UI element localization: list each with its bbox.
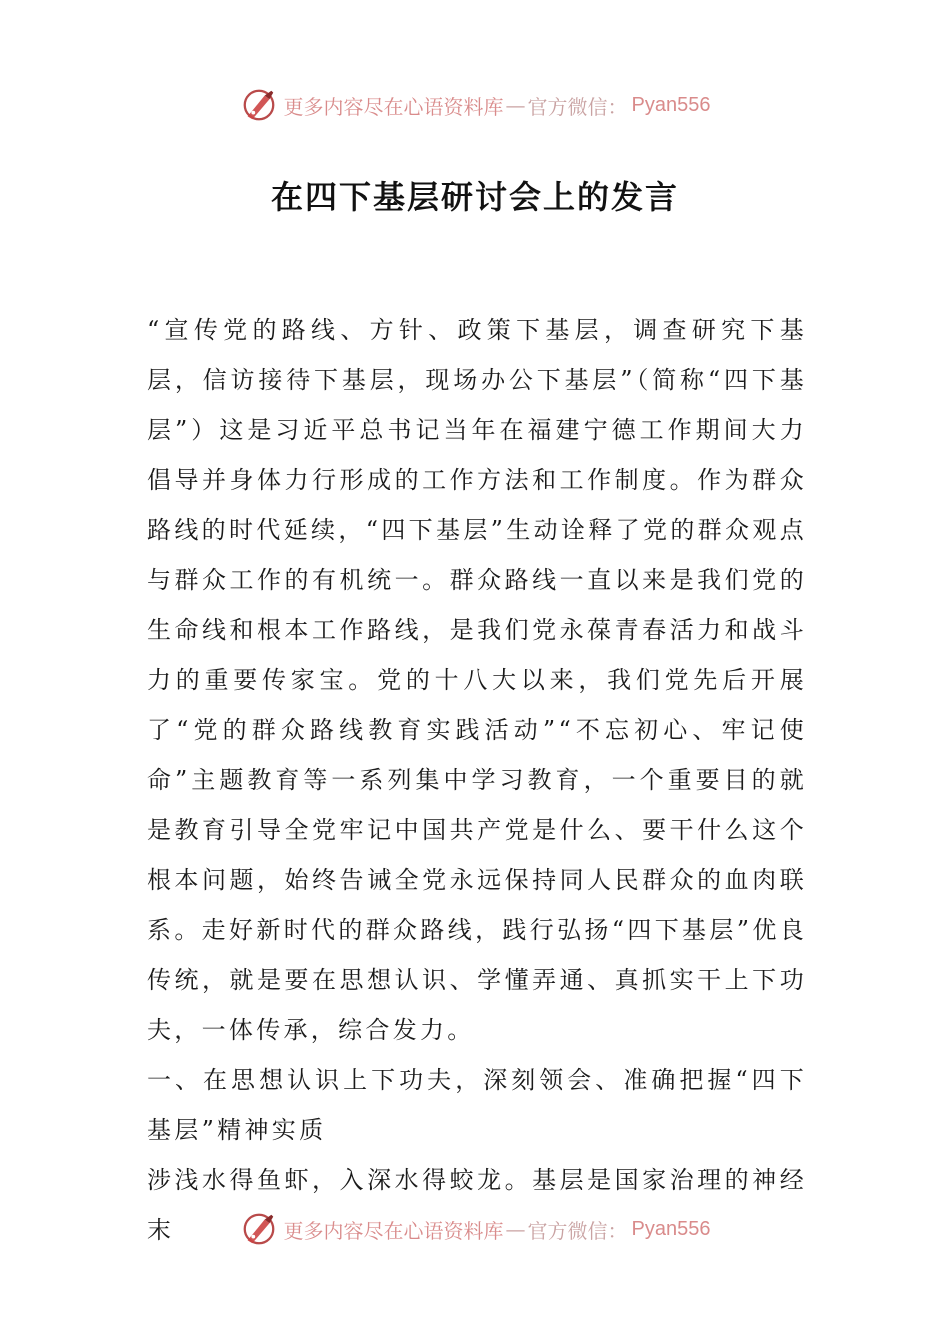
paragraph: “宣传党的路线、方针、政策下基层，调查研究下基层，信访接待下基层，现场办公下基层”（简称“四下基层”）这是习近平总书记当年在福建宁德工作期间大力倡导并身体力行形成的工作方法和工作制度。作为群众路线的时代延续，“四下基层”生动诠释了党的群众观点与群众工作的有机统一。群众路线一直以来是我们党的生命线和根本工作路线，是我们党永葆青春活力和战斗力的重要传家宝。党的十八大以来，我们党先后开展了“党的群众路线教育实践活动”“不忘初心、牢记使命”主题教育等一系列集中学习教育，一个重要目的就是教育引导全党牢记中国共产党是什么、要干什么这个根本问题，始终告诫全党永远保持同人民群众的血肉联系。走好新时代的群众路线，践行弘扬“四下基层”优良传统，就是要在思想认识、学懂弄通、真抓实干上下功夫，一体传承，综合发力。 — [147, 316, 807, 1044]
document-title: 在四下基层研讨会上的发言 — [270, 178, 679, 216]
separator: — — [505, 1217, 526, 1241]
section-heading: 一、在思想认识上下功夫，深刻领会、准确把握“四下基层”精神实质 — [147, 1066, 807, 1144]
paragraph: 涉浅水得鱼虾，入深水得蛟龙。基层是国家治理的神经末 — [147, 1166, 807, 1244]
document-body — [147, 305, 807, 1255]
wechat-label: 官方微信： — [527, 1218, 628, 1243]
wechat-id: Pyan556 — [631, 93, 711, 116]
brand-text: 更多内容尽在心语资料库 — [283, 1218, 504, 1243]
separator: — — [505, 93, 526, 117]
pen-nib-circle-icon — [240, 1210, 278, 1248]
wechat-label: 官方微信： — [527, 94, 628, 119]
pen-nib-circle-icon — [240, 86, 278, 124]
brand-text: 更多内容尽在心语资料库 — [283, 94, 504, 119]
footer-banner — [0, 1204, 950, 1254]
header-banner — [0, 80, 950, 130]
wechat-id: Pyan556 — [631, 1217, 711, 1240]
